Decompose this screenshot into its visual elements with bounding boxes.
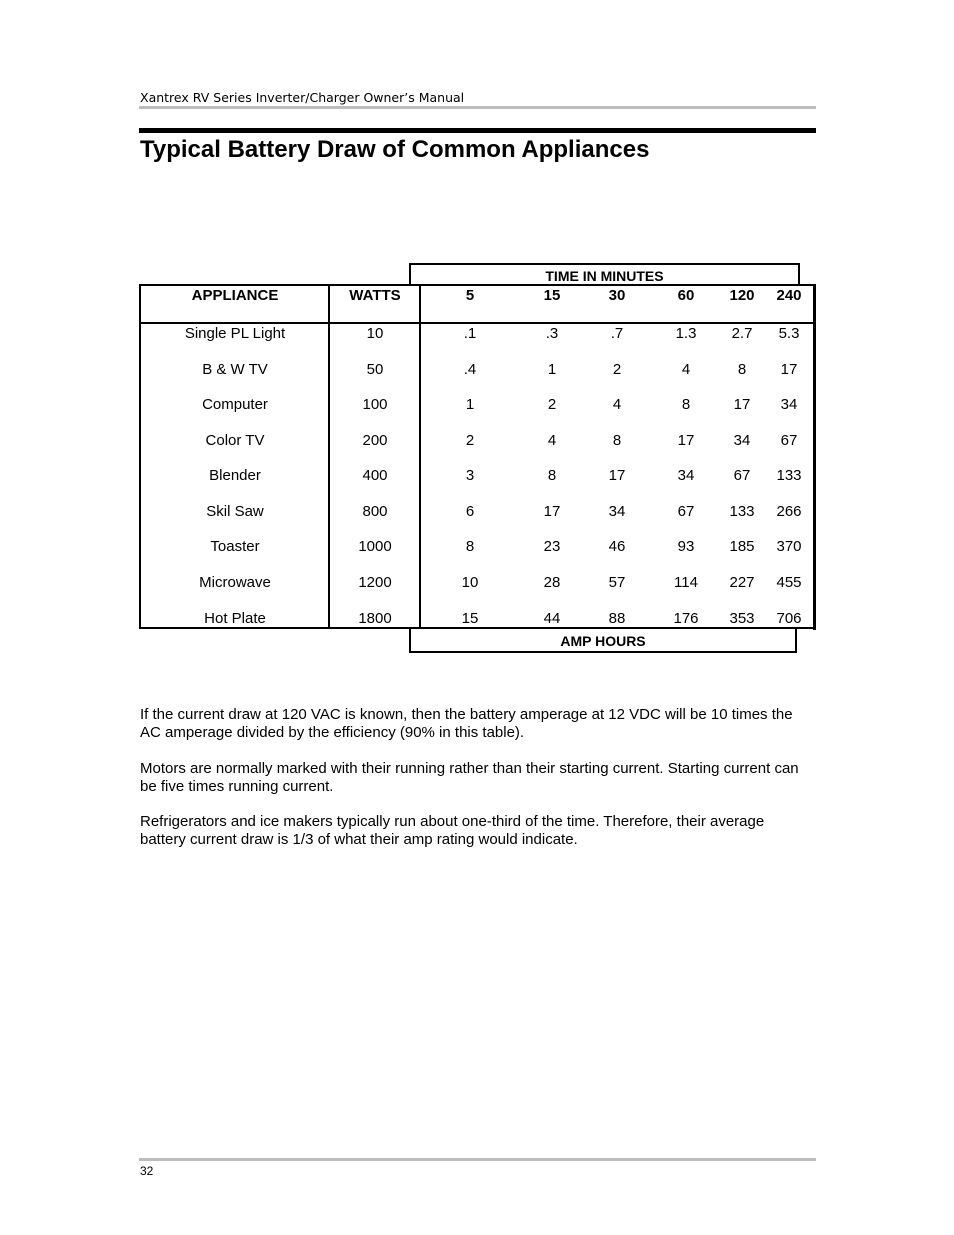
table-col-divider-1 [328, 284, 330, 629]
header-rule [139, 106, 816, 109]
table-top-border [139, 284, 816, 286]
table-header-divider [139, 322, 816, 324]
amp-hours-cell: 17 [677, 432, 695, 449]
table-right-border [813, 284, 816, 630]
page-title: Typical Battery Draw of Common Appliances [140, 136, 650, 163]
amp-hours-cell: 23 [543, 538, 561, 555]
amp-hours-cell: 133 [729, 503, 755, 520]
paragraph-motors: Motors are normally marked with their running rather than their starting current. Starting current can be five times running current. [140, 760, 799, 795]
amp-hours-cell: 353 [729, 610, 755, 627]
amp-hours-cell: 2 [547, 396, 557, 413]
watts-cell: 100 [362, 396, 388, 413]
amp-hours-cell: 67 [677, 503, 695, 520]
amp-hours-cell: 57 [608, 574, 626, 591]
table-col-divider-2 [419, 284, 421, 629]
amp-hours-cell: 227 [729, 574, 755, 591]
amp-hours-cell: 8 [547, 467, 557, 484]
amp-hours-cell: 706 [776, 610, 802, 627]
amp-hours-cell: 17 [780, 361, 798, 378]
column-header: 30 [608, 287, 626, 304]
amp-hours-cell: 17 [543, 503, 561, 520]
amp-hours-caption: AMP HOURS [409, 629, 797, 653]
amp-hours-cell: 4 [612, 396, 622, 413]
time-in-minutes-caption: TIME IN MINUTES [409, 263, 800, 286]
amp-hours-cell: 6 [465, 503, 475, 520]
appliance-cell: Blender [209, 467, 261, 484]
appliance-cell: Single PL Light [184, 325, 286, 342]
amp-hours-cell: .3 [545, 325, 559, 342]
amp-hours-cell: 370 [776, 538, 802, 555]
paragraph-current-draw: If the current draw at 120 VAC is known, then the battery amperage at 12 VDC will be 10 times the AC amperage divided by the efficiency (90% in this table). [140, 706, 793, 741]
amp-hours-cell: 34 [608, 503, 626, 520]
amp-hours-cell: 4 [681, 361, 691, 378]
watts-cell: 400 [362, 467, 388, 484]
column-header: 240 [776, 287, 802, 304]
amp-hours-cell: 34 [780, 396, 798, 413]
amp-hours-cell: 2 [612, 361, 622, 378]
watts-cell: 800 [362, 503, 388, 520]
amp-hours-cell: 10 [461, 574, 479, 591]
amp-hours-cell: 46 [608, 538, 626, 555]
amp-hours-cell: 1 [465, 396, 475, 413]
appliance-cell: Hot Plate [204, 610, 266, 627]
amp-hours-cell: 67 [780, 432, 798, 449]
amp-hours-cell: 185 [729, 538, 755, 555]
title-rule [139, 128, 816, 133]
watts-cell: 1000 [358, 538, 392, 555]
column-header: 60 [677, 287, 695, 304]
watts-cell: 1800 [358, 610, 392, 627]
amp-hours-cell: .1 [463, 325, 477, 342]
column-header: 5 [465, 287, 475, 304]
appliance-cell: Toaster [210, 538, 260, 555]
amp-hours-cell: 266 [776, 503, 802, 520]
watts-cell: 50 [366, 361, 384, 378]
amp-hours-cell: 93 [677, 538, 695, 555]
amp-hours-cell: 8 [465, 538, 475, 555]
amp-hours-cell: 2.7 [731, 325, 753, 342]
appliance-cell: B & W TV [202, 361, 268, 378]
column-header: 15 [543, 287, 561, 304]
amp-hours-cell: 28 [543, 574, 561, 591]
amp-hours-cell: 133 [776, 467, 802, 484]
amp-hours-cell: 114 [674, 574, 698, 591]
column-header: 120 [729, 287, 755, 304]
amp-hours-cell: 176 [673, 610, 699, 627]
amp-hours-cell: 3 [465, 467, 475, 484]
amp-hours-cell: 34 [733, 432, 751, 449]
page-number: 32 [140, 1164, 154, 1178]
watts-cell: 1200 [358, 574, 392, 591]
appliance-cell: Computer [202, 396, 268, 413]
amp-hours-cell: 5.3 [778, 325, 800, 342]
appliance-cell: Color TV [205, 432, 265, 449]
amp-hours-cell: 2 [465, 432, 475, 449]
running-header: Xantrex RV Series Inverter/Charger Owner’s Manual [140, 90, 465, 105]
amp-hours-cell: 8 [681, 396, 691, 413]
amp-hours-cell: 4 [547, 432, 557, 449]
amp-hours-cell: 67 [733, 467, 751, 484]
amp-hours-cell: 17 [733, 396, 751, 413]
amp-hours-cell: .4 [463, 361, 477, 378]
amp-hours-cell: .7 [610, 325, 624, 342]
appliance-cell: Microwave [199, 574, 271, 591]
paragraph-refrigerators: Refrigerators and ice makers typically run about one-third of the time. Therefore, their average battery current draw is 1/3 of what their amp rating would indicate. [140, 813, 765, 848]
amp-hours-cell: 17 [608, 467, 626, 484]
amp-hours-cell: 34 [677, 467, 695, 484]
amp-hours-cell: 88 [608, 610, 626, 627]
amp-hours-cell: 15 [461, 610, 479, 627]
table-left-border [139, 284, 141, 629]
amp-hours-cell: 44 [543, 610, 561, 627]
watts-cell: 10 [366, 325, 384, 342]
amp-hours-cell: 455 [776, 574, 802, 591]
amp-hours-cell: 8 [737, 361, 747, 378]
amp-hours-cell: 8 [612, 432, 622, 449]
footer-rule [139, 1158, 816, 1161]
column-header: WATTS [349, 287, 401, 304]
appliance-cell: Skil Saw [206, 503, 264, 520]
watts-cell: 200 [362, 432, 388, 449]
amp-hours-cell: 1 [547, 361, 557, 378]
amp-hours-cell: 1.3 [675, 325, 697, 342]
column-header: APPLIANCE [191, 287, 279, 304]
